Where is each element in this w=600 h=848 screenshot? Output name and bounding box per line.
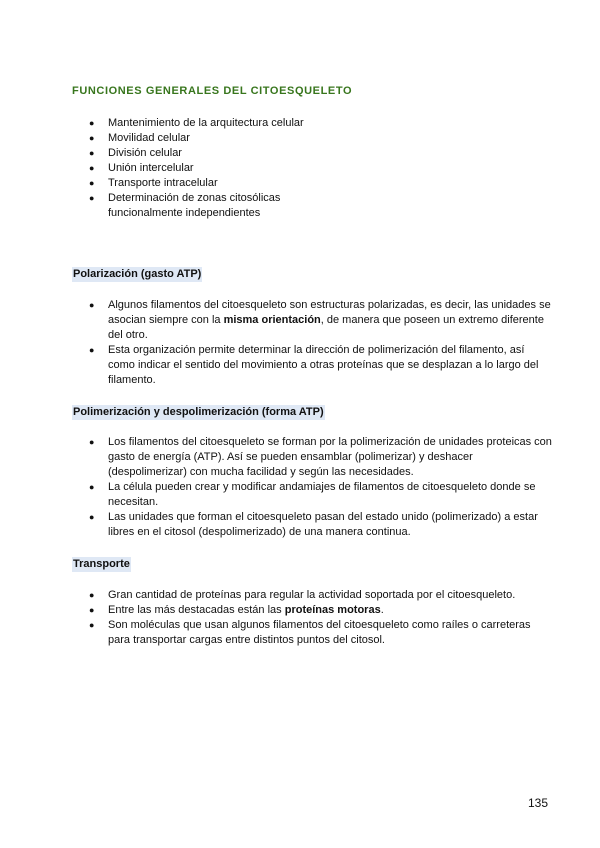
list-item: ● Entre las más destacadas están las proteínas motoras. bbox=[89, 604, 384, 616]
bullet-icon: ● bbox=[89, 345, 95, 355]
list-item: ● Gran cantidad de proteínas para regular la actividad soportada por el citoesqueleto. bbox=[89, 589, 516, 601]
section-heading-polarizacion: Polarización (gasto ATP) bbox=[73, 268, 202, 280]
list-item: ● División celular bbox=[89, 147, 182, 159]
list-item: ● Unión intercelular bbox=[89, 162, 194, 174]
bullet-icon: ● bbox=[89, 163, 95, 173]
bold-text: proteínas motoras bbox=[284, 604, 381, 616]
bullet-icon: ● bbox=[89, 620, 95, 630]
list-item: ● Algunos filamentos del citoesqueleto son estructuras polarizadas, es decir, las unidades se asocian siempre con la misma orientación, de manera que poseen un extremo diferente del otro. bbox=[89, 299, 551, 341]
transporte-list bbox=[72, 588, 552, 648]
list-item: ● Son moléculas que usan algunos filamentos del citoesqueleto como raíles o carreteras para transportar cargas entre distintos puntos del citosol. bbox=[89, 619, 531, 646]
bullet-icon: ● bbox=[89, 482, 95, 492]
list-item: ● Los filamentos del citoesqueleto se forman por la polimerización de unidades proteicas con gasto de energía (ATP). Así se pueden ensamblar (polimerizar) y deshacer (despolimerizar) con mucha facilidad y según las necesidades. bbox=[89, 436, 552, 478]
section-heading-transporte: Transporte bbox=[73, 558, 130, 570]
polarizacion-list bbox=[72, 298, 552, 388]
list-item: ● Determinación de zonas citosólicas funcionalmente independientes bbox=[89, 192, 281, 219]
page-number: 135 bbox=[527, 796, 548, 810]
list-item: ● La célula pueden crear y modificar andamiajes de filamentos de citoesqueleto donde se necesitan. bbox=[89, 481, 536, 508]
list-item: ● Movilidad celular bbox=[89, 132, 190, 144]
list-item: ● Las unidades que forman el citoesqueleto pasan del estado unido (polimerizado) a estar libres en el citosol (despolimerizado) de una manera continua. bbox=[89, 511, 538, 538]
bullet-icon: ● bbox=[89, 148, 95, 158]
bullet-icon: ● bbox=[89, 590, 95, 600]
bullet-icon: ● bbox=[89, 193, 95, 203]
bullet-icon: ● bbox=[89, 512, 95, 522]
page-title: FUNCIONES GENERALES DEL CITOESQUELETO bbox=[72, 85, 353, 97]
bullet-icon: ● bbox=[89, 605, 95, 615]
list-item: ● Mantenimiento de la arquitectura celular bbox=[89, 117, 304, 129]
functions-list bbox=[72, 116, 312, 221]
polimerizacion-list bbox=[72, 435, 552, 540]
list-item: ● Esta organización permite determinar la dirección de polimerización del filamento, así como indicar el sentido del movimiento a otras proteínas que se desplazan a lo largo del filamento. bbox=[89, 344, 539, 386]
bullet-icon: ● bbox=[89, 437, 95, 447]
bullet-icon: ● bbox=[89, 118, 95, 128]
bullet-icon: ● bbox=[89, 178, 95, 188]
bullet-icon: ● bbox=[89, 300, 95, 310]
section-heading-polimerizacion: Polimerización y despolimerización (forma ATP) bbox=[73, 406, 324, 418]
bullet-icon: ● bbox=[89, 133, 95, 143]
list-item: ● Transporte intracelular bbox=[89, 177, 218, 189]
bold-text: misma orientación bbox=[223, 314, 321, 326]
